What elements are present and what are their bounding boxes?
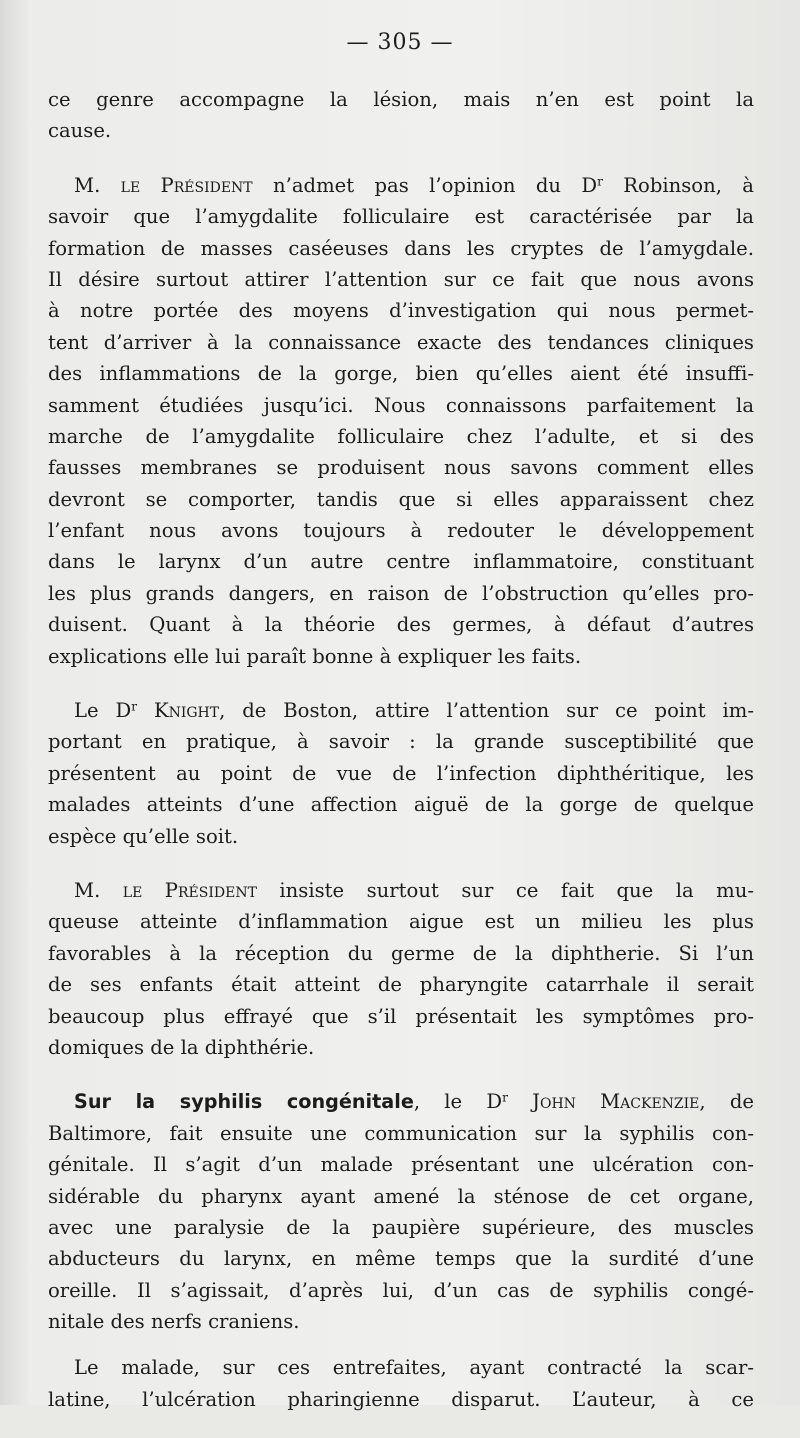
text-line: M. le Président n’admet pas l’opinion du $D^r$ Robinson, à: [74, 173, 754, 197]
text-line: l’enfant nous avons toujours à redouter le développement: [48, 519, 754, 543]
text-line: portant en pratique, à savoir : la grande susceptibilité que: [48, 730, 754, 754]
text-line: formation de masses caséeuses dans les cryptes de l’amygdale.: [48, 236, 754, 260]
text-line: avec une paralysie de la paupière supérieure, des muscles: [48, 1215, 754, 1239]
text-line: Le malade, sur ces entrefaites, ayant contracté la scar-: [74, 1356, 754, 1380]
text-line: abducteurs du larynx, en même temps que la surdité d’une: [48, 1247, 754, 1271]
text-line: savoir que l’amygdalite folliculaire est caractérisée par la: [48, 205, 754, 229]
text-line: favorables à la réception du germe de la diphtherie. Si l’un: [48, 941, 754, 965]
text-line: des inflammations de la gorge, bien qu’elles aient été insuffi-: [48, 362, 754, 386]
text-line: génitale. Il s’agit d’un malade présentant une ulcération con-: [48, 1153, 754, 1177]
small-caps-name: Knight: [153, 699, 220, 723]
text-line: latine, l’ulcération pharingienne disparut. L’auteur, à ce: [48, 1387, 754, 1411]
superscript: r: [131, 699, 138, 714]
text-line: nitale des nerfs craniens.: [48, 1310, 300, 1334]
text-line: de ses enfants était atteint de pharyngite catarrhale il serait: [48, 973, 754, 997]
text-line: à notre portée des moyens d’investigation qui nous permet-: [48, 299, 754, 323]
text-line: sidérable du pharynx ayant amené la sténose de cet organe,: [48, 1184, 754, 1208]
text-line: M. le Président insiste surtout sur ce fait que la mu-: [74, 878, 754, 902]
text-line: espèce qu’elle soit.: [48, 824, 239, 848]
paragraph: [48, 84, 754, 147]
paragraph: [48, 875, 754, 1063]
text-line: présentent au point de vue de l’infection diphthéritique, les: [48, 761, 754, 785]
page-number: — 305 —: [346, 30, 454, 55]
text-line: domiques de la diphthérie.: [48, 1035, 315, 1059]
text-line: devront se comporter, tandis que si elles apparaissent chez: [48, 487, 754, 511]
text-line: Le $D^r$ Knight, de Boston, attire l’attention sur ce point im-: [74, 699, 754, 723]
text-line: les plus grands dangers, en raison de l’obstruction qu’elles pro-: [48, 581, 754, 605]
text-line: Sur la syphilis congénitale, le $D^r$ John Mackenzie, de: [74, 1090, 754, 1114]
text-line: queuse atteinte d’inflammation aigue est un milieu les plus: [48, 910, 754, 934]
small-caps-name: le Président: [120, 173, 253, 197]
paragraph: [48, 1352, 754, 1415]
text-line: Baltimore, fait ensuite une communication sur la syphilis con-: [48, 1121, 754, 1145]
text-line: samment étudiées jusqu’ici. Nous connaissons parfaitement la: [48, 393, 754, 417]
text-line: fausses membranes se produisent nous savons comment elles: [48, 456, 754, 480]
text-line: oreille. Il s’agissait, d’après lui, d’un cas de syphilis congé-: [48, 1278, 754, 1302]
text-line: marche de l’amygdalite folliculaire chez l’adulte, et si des: [48, 424, 754, 448]
text-line: malades atteints d’une affection aiguë de la gorge de quelque: [48, 793, 754, 817]
text-line: Il désire surtout attirer l’attention sur ce fait que nous avons: [48, 267, 754, 291]
paragraph: [48, 170, 754, 672]
text-line: cause.: [48, 119, 112, 143]
text-line: explications elle lui paraît bonne à expliquer les faits.: [48, 644, 582, 668]
body-text: [48, 84, 754, 1438]
text-line: dans le larynx d’un autre centre inflammatoire, constituant: [48, 550, 754, 574]
paragraph: [48, 1086, 754, 1337]
superscript: r: [597, 174, 603, 189]
text-line: duisent. Quant à la théorie des germes, à défaut d’autres: [48, 613, 754, 637]
text-line: beaucoup plus effrayé que s’il présentait les symptômes pro-: [48, 1004, 754, 1028]
section-heading: Sur la syphilis congénitale: [74, 1090, 414, 1114]
paragraph: [48, 695, 754, 852]
small-caps-name: le Président: [122, 878, 257, 902]
text-line: ce genre accompagne la lésion, mais n’en est point la: [48, 88, 754, 111]
text-line: tent d’arriver à la connaissance exacte des tendances cliniques: [48, 330, 754, 354]
small-caps-name: John Mackenzie: [532, 1090, 700, 1114]
superscript: r: [502, 1090, 508, 1105]
